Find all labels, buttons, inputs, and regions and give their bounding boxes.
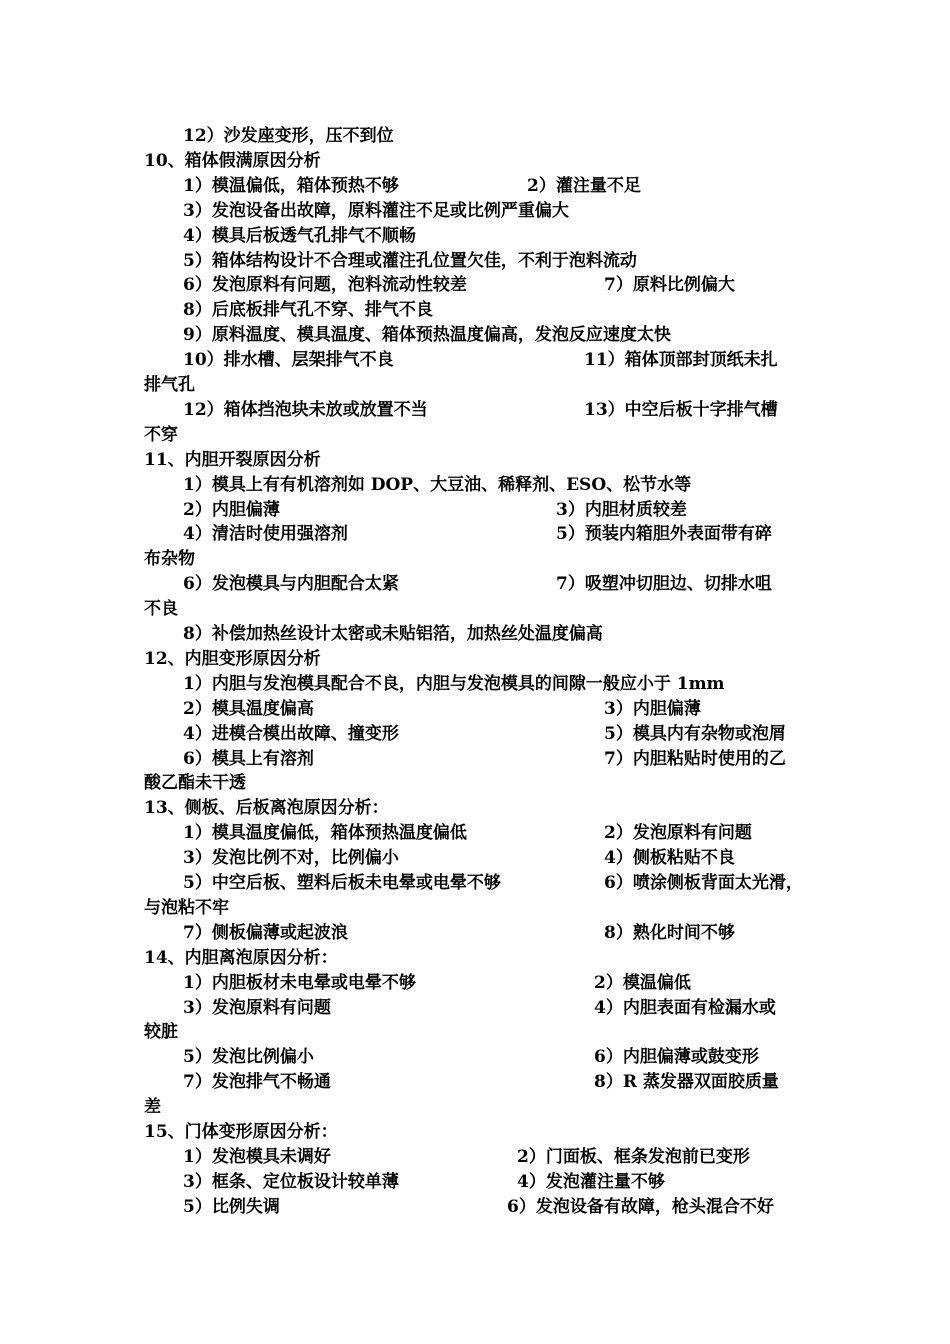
text-segment: 2）灌注量不足 xyxy=(527,175,641,196)
text-segment: 4）内胆表面有检漏水或 xyxy=(594,997,776,1018)
text-segment: 9）原料温度、模具温度、箱体预热温度偏高，发泡反应速度太快 xyxy=(183,325,671,346)
text-segment: 8）熟化时间不够 xyxy=(604,922,735,943)
text-line xyxy=(0,871,950,896)
text-line xyxy=(0,697,950,722)
text-segment: 4）进模合模出故障、撞变形 xyxy=(183,723,399,744)
text-segment: 6）发泡原料有问题，泡料流动性较差 xyxy=(183,275,467,296)
text-segment: 差 xyxy=(144,1097,161,1118)
text-segment: 6）模具上有溶剂 xyxy=(183,748,314,769)
text-segment: 5）比例失调 xyxy=(183,1196,280,1217)
text-segment: 不穿 xyxy=(144,424,178,445)
text-line xyxy=(0,398,950,423)
text-segment: 3）内胆材质较差 xyxy=(556,499,687,520)
text-line xyxy=(0,771,950,796)
text-segment: 8）补偿加热丝设计太密或未贴铝箔，加热丝处温度偏高 xyxy=(183,624,603,644)
text-segment: 7）发泡排气不畅通 xyxy=(183,1072,331,1093)
text-segment: 5）模具内有杂物或泡屑 xyxy=(604,723,786,744)
text-segment: 7）侧板偏薄或起波浪 xyxy=(183,922,348,943)
text-segment: 酸乙酯未干透 xyxy=(144,773,246,794)
text-line xyxy=(0,473,950,498)
text-segment: 3）框条、定位板设计较单薄 xyxy=(183,1171,399,1192)
text-line xyxy=(0,1095,950,1120)
text-segment: 6）内胆偏薄或鼓变形 xyxy=(594,1047,759,1068)
text-line xyxy=(0,846,950,871)
text-segment: 1）内胆板材未电晕或电晕不够 xyxy=(183,972,416,993)
text-segment: 3）发泡设备出故障，原料灌注不足或比例严重偏大 xyxy=(183,200,569,221)
text-line xyxy=(0,298,950,323)
text-segment: 较脏 xyxy=(144,1022,178,1043)
text-line xyxy=(0,1045,950,1070)
text-line xyxy=(0,124,950,149)
text-line xyxy=(0,423,950,448)
text-segment: 4）发泡灌注量不够 xyxy=(517,1171,665,1192)
text-line xyxy=(0,348,950,373)
text-line xyxy=(0,996,950,1021)
text-segment: 排气孔 xyxy=(144,375,195,395)
text-segment: 5）箱体结构设计不合理或灌注孔位置欠佳，不利于泡料流动 xyxy=(183,250,637,271)
text-segment: 6）发泡模具与内胆配合太紧 xyxy=(183,574,399,595)
text-segment: 4）模具后板透气孔排气不顺畅 xyxy=(183,225,416,246)
text-segment: 7）原料比例偏大 xyxy=(604,275,735,296)
text-line xyxy=(0,796,950,821)
text-line xyxy=(0,647,950,672)
text-segment: 13）中空后板十字排气槽 xyxy=(584,399,778,420)
text-segment: 14、内胆离泡原因分析： xyxy=(144,947,338,968)
text-line xyxy=(0,722,950,747)
text-segment: 1）发泡模具未调好 xyxy=(183,1146,331,1167)
text-line xyxy=(0,946,950,971)
text-line xyxy=(0,921,950,946)
text-segment: 5）预装内箱胆外表面带有碎 xyxy=(556,524,772,545)
text-segment: 5）发泡比例偏小 xyxy=(183,1047,314,1068)
text-line xyxy=(0,597,950,622)
text-line xyxy=(0,498,950,523)
text-segment: 2）内胆偏薄 xyxy=(183,499,280,520)
text-segment: 15、门体变形原因分析： xyxy=(144,1122,338,1142)
text-segment: 12）沙发座变形，压不到位 xyxy=(183,126,394,146)
text-segment: 1）模温偏低，箱体预热不够 xyxy=(183,175,399,196)
text-line xyxy=(0,1195,950,1220)
text-line xyxy=(0,896,950,921)
text-line xyxy=(0,249,950,274)
text-segment: 1）内胆与发泡模具配合不良，内胆与发泡模具的间隙一般应小于 1mm xyxy=(183,673,725,694)
text-segment: 6）喷涂侧板背面太光滑， xyxy=(604,873,803,893)
text-segment: 4）侧板粘贴不良 xyxy=(604,848,735,869)
text-line xyxy=(0,1020,950,1045)
text-line xyxy=(0,971,950,996)
text-line xyxy=(0,1070,950,1095)
text-line xyxy=(0,373,950,398)
text-line xyxy=(0,149,950,174)
text-segment: 不良 xyxy=(144,599,178,620)
text-segment: 2）门面板、框条发泡前已变形 xyxy=(517,1146,750,1167)
text-segment: 7）内胆粘贴时使用的乙 xyxy=(604,748,786,769)
text-line xyxy=(0,1170,950,1195)
text-segment: 2）模具温度偏高 xyxy=(183,698,314,719)
text-segment: 3）内胆偏薄 xyxy=(604,698,701,719)
text-segment: 2）模温偏低 xyxy=(594,972,691,993)
text-segment: 12）箱体挡泡块未放或放置不当 xyxy=(183,399,428,420)
text-segment: 4）清洁时使用强溶剂 xyxy=(183,524,348,545)
text-line xyxy=(0,224,950,249)
text-segment: 1）模具上有有机溶剂如 DOP、大豆油、稀释剂、ESO、松节水等 xyxy=(183,474,692,495)
text-segment: 8）后底板排气孔不穿、排气不良 xyxy=(183,300,433,321)
text-line xyxy=(0,747,950,772)
text-segment: 与泡粘不牢 xyxy=(144,897,229,918)
text-line xyxy=(0,199,950,224)
text-line xyxy=(0,323,950,348)
text-segment: 11、内胆开裂原因分析 xyxy=(144,449,321,470)
text-segment: 8）R 蒸发器双面胶质量 xyxy=(594,1072,779,1093)
text-segment: 3）发泡原料有问题 xyxy=(183,997,331,1018)
text-segment: 11）箱体顶部封顶纸未扎 xyxy=(584,350,778,371)
text-line xyxy=(0,672,950,697)
text-segment: 10）排水槽、层架排气不良 xyxy=(183,350,394,371)
text-segment: 布杂物 xyxy=(144,549,195,570)
text-segment: 7）吸塑冲切胆边、切排水咀 xyxy=(556,574,772,595)
text-line xyxy=(0,547,950,572)
text-segment: 5）中空后板、塑料后板未电晕或电晕不够 xyxy=(183,873,501,893)
text-line xyxy=(0,821,950,846)
text-line xyxy=(0,1120,950,1145)
text-segment: 1）模具温度偏低，箱体预热温度偏低 xyxy=(183,823,467,844)
text-line xyxy=(0,622,950,647)
text-segment: 6）发泡设备有故障，枪头混合不好 xyxy=(507,1196,774,1217)
text-segment: 3）发泡比例不对，比例偏小 xyxy=(183,848,399,869)
text-segment: 13、侧板、后板离泡原因分析： xyxy=(144,798,389,819)
text-segment: 2）发泡原料有问题 xyxy=(604,823,752,844)
text-line xyxy=(0,174,950,199)
text-line xyxy=(0,572,950,597)
text-line xyxy=(0,1145,950,1170)
text-line xyxy=(0,273,950,298)
text-segment: 10、箱体假满原因分析 xyxy=(144,150,321,171)
text-segment: 12、内胆变形原因分析 xyxy=(144,648,321,669)
text-line xyxy=(0,448,950,473)
text-line xyxy=(0,522,950,547)
